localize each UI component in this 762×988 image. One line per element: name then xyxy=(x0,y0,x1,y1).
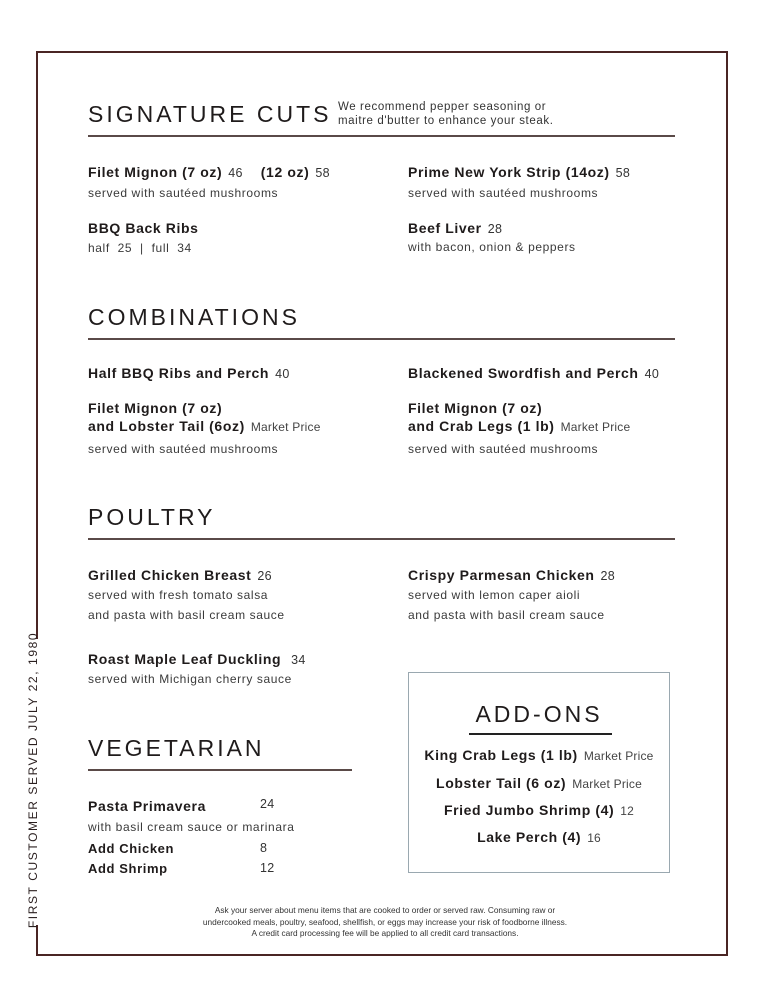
item-name-line: Filet Mignon (7 oz) xyxy=(408,400,543,416)
item-price: 12 xyxy=(620,804,635,818)
item-desc: served with sautéed mushrooms xyxy=(88,186,279,200)
item-name: Blackened Swordfish and Perch xyxy=(408,365,639,381)
section-title-vegetarian: VEGETARIAN xyxy=(88,735,265,761)
section-rule xyxy=(88,338,675,340)
item-name: and Crab Legs (1 lb) xyxy=(408,418,555,434)
item-name: Prime New York Strip (14oz) xyxy=(408,164,610,180)
section-rule xyxy=(88,538,675,540)
item-desc: served with fresh tomato salsa xyxy=(88,588,269,602)
menu-item-parmesan-chicken xyxy=(408,566,615,585)
menu-item-filet-mignon xyxy=(88,163,330,182)
addon-item xyxy=(409,801,669,820)
footer-line: Ask your server about menu items that are cooked to order or served raw. Consuming raw or xyxy=(214,905,556,915)
item-desc: served with Michigan cherry sauce xyxy=(88,672,292,686)
border-bottom xyxy=(36,954,728,956)
item-price: 34 xyxy=(291,653,306,667)
item-name: Beef Liver xyxy=(408,220,482,236)
item-price: Market Price xyxy=(560,420,631,434)
item-desc: with basil cream sauce or marinara xyxy=(88,820,295,834)
item-price: 46 xyxy=(228,166,243,180)
section-rule xyxy=(88,135,675,137)
menu-item-grilled-chicken xyxy=(88,566,272,585)
add-ons-title: ADD-ONS xyxy=(475,701,603,727)
section-title-signature-cuts: SIGNATURE CUTS xyxy=(88,101,332,127)
item-desc: and pasta with basil cream sauce xyxy=(88,608,285,622)
item-desc: and pasta with basil cream sauce xyxy=(408,608,605,622)
item-name: Grilled Chicken Breast xyxy=(88,567,252,583)
item-name-line: Filet Mignon (7 oz) xyxy=(88,400,223,416)
section-rule xyxy=(88,769,352,771)
signature-note-2: maitre d'butter to enhance your steak. xyxy=(338,115,554,127)
signature-note-1: We recommend pepper seasoning or xyxy=(338,101,547,113)
footer-line: A credit card processing fee will be applied to all credit card transactions. xyxy=(251,928,519,938)
item-name: Fried Jumbo Shrimp (4) xyxy=(443,802,615,818)
add-ons-box xyxy=(408,672,670,873)
item-price: 16 xyxy=(587,831,601,845)
item-name: Roast Maple Leaf Duckling xyxy=(88,651,282,667)
item-price: 24 xyxy=(260,797,275,811)
item-name: BBQ Back Ribs xyxy=(88,220,199,236)
item-name: and Lobster Tail (6oz) xyxy=(88,418,245,434)
item-price: 26 xyxy=(257,569,272,583)
item-price: Market Price xyxy=(583,749,654,763)
section-title-combinations: COMBINATIONS xyxy=(88,304,300,330)
border-left-lower xyxy=(36,925,38,956)
item-desc: served with sautéed mushrooms xyxy=(408,186,599,200)
item-name: Add Chicken xyxy=(88,841,175,856)
item-price: 40 xyxy=(644,367,660,381)
item-price: 58 xyxy=(615,166,631,180)
section-title-poultry: POULTRY xyxy=(88,504,216,530)
item-desc: served with lemon caper aioli xyxy=(408,588,581,602)
item-name: King Crab Legs (1 lb) xyxy=(424,747,578,763)
border-top xyxy=(36,51,728,53)
menu-item-half-ribs-perch xyxy=(88,364,290,383)
item-price: 12 xyxy=(260,861,275,875)
item-desc: served with sautéed mushrooms xyxy=(408,442,599,456)
item-desc: served with sautéed mushrooms xyxy=(88,442,279,456)
item-name: Lake Perch (4) xyxy=(477,829,582,845)
item-name: Half BBQ Ribs and Perch xyxy=(88,365,270,381)
addon-item xyxy=(409,746,669,765)
item-desc: with bacon, onion & peppers xyxy=(408,240,576,254)
item-name: Lobster Tail (6 oz) xyxy=(436,775,567,791)
item-name: Add Shrimp xyxy=(88,861,168,876)
item-name: Pasta Primavera xyxy=(88,798,206,814)
item-price: 40 xyxy=(275,367,290,381)
item-price: Market Price xyxy=(250,420,321,434)
item-price-alt: 58 xyxy=(315,166,330,180)
border-left-upper xyxy=(36,51,38,639)
addon-item xyxy=(409,774,669,793)
side-text: FIRST CUSTOMER SERVED JULY 22, 1980 xyxy=(26,631,40,929)
item-name: Filet Mignon (7 oz) xyxy=(88,164,223,180)
menu-item-duckling xyxy=(88,650,306,669)
menu-item-ny-strip xyxy=(408,163,630,182)
item-desc: half 25 | full 34 xyxy=(88,241,192,255)
item-name-alt: (12 oz) xyxy=(260,164,310,180)
add-ons-rule xyxy=(469,733,612,735)
footer-line: undercooked meals, poultry, seafood, shellfish, or eggs may increase your risk of foodborne illness. xyxy=(202,916,568,927)
item-name: Crispy Parmesan Chicken xyxy=(408,567,595,583)
item-price: 28 xyxy=(600,569,616,583)
footer-disclaimer xyxy=(140,905,630,940)
item-name-line xyxy=(408,417,630,436)
item-price: 28 xyxy=(487,222,503,236)
addon-item xyxy=(409,828,669,847)
item-price: 8 xyxy=(260,841,268,855)
item-price: Market Price xyxy=(572,777,642,791)
item-name-line xyxy=(88,417,321,436)
menu-item-bbq-ribs xyxy=(88,219,199,237)
border-right xyxy=(726,51,728,956)
menu-item-swordfish-perch xyxy=(408,364,659,383)
menu-item-beef-liver xyxy=(408,219,502,238)
